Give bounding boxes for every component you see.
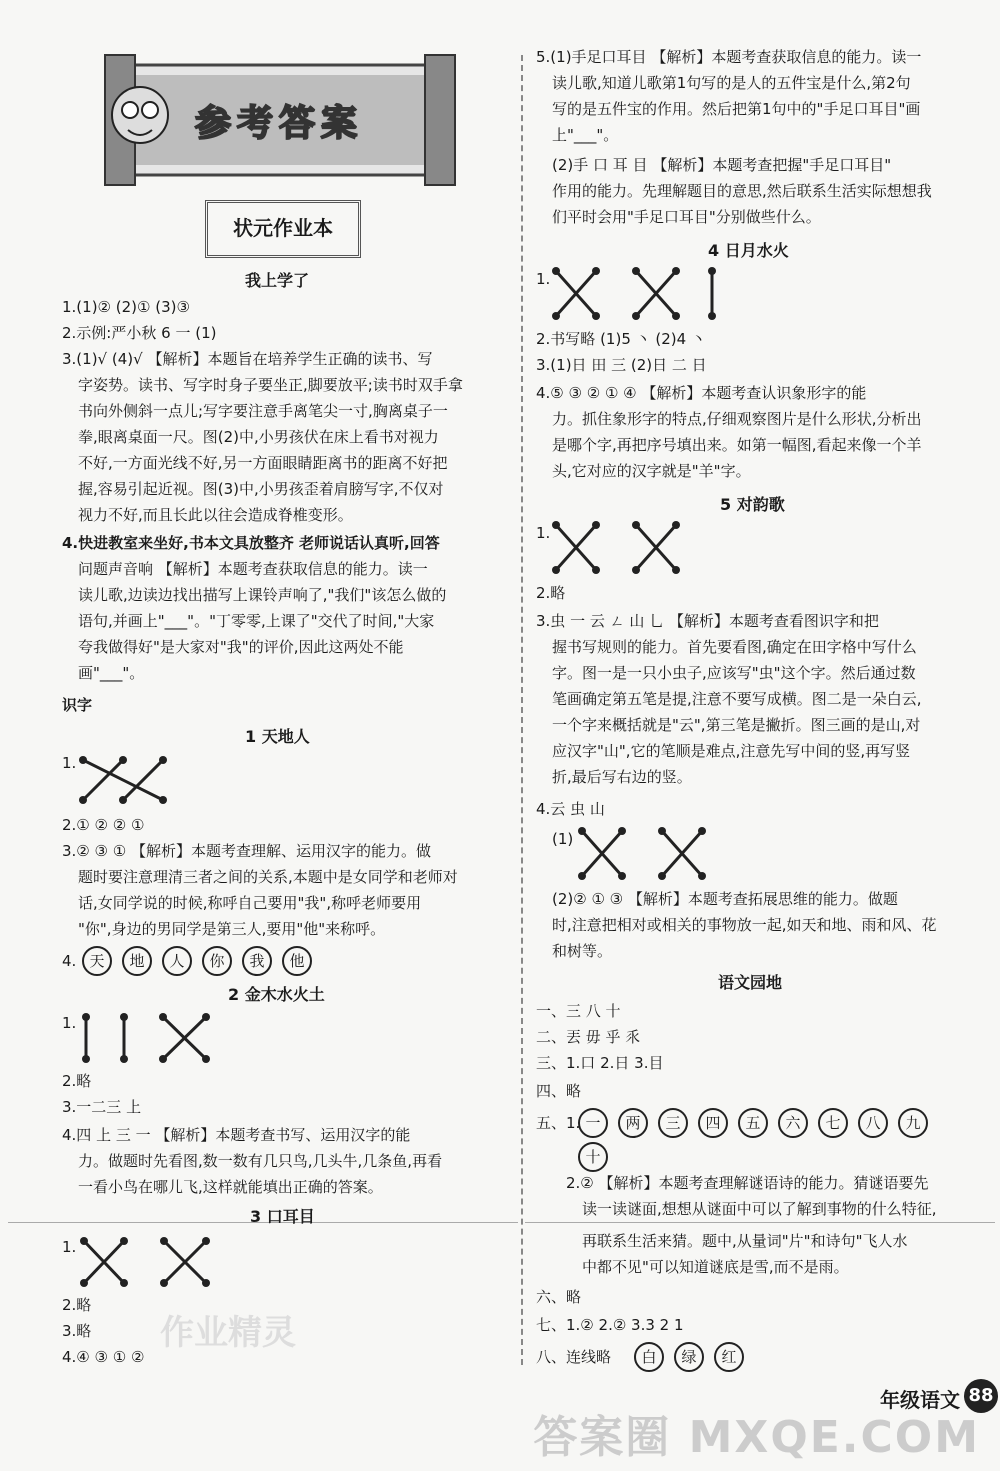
answer-line: 3.(1)√ (4)√ 【解析】本题旨在培养学生正确的读书、写 [62,350,433,368]
answer-line: 字。图一是一只小虫子,应该写"虫"这个字。然后通过数 [552,664,916,682]
answer-line: 题时要注意理清三者之间的关系,本题中是女同学和老师对 [78,868,458,886]
answer-line: 3.略 [62,1322,92,1340]
answer-line: 六、略 [536,1288,582,1306]
answer-line: 上"___"。 [552,126,619,144]
lesson-title: 4 日月水火 [708,241,789,260]
answer-line: 书向外侧斜一点儿;写字要注意手离笔尖一寸,胸离桌子一 [78,402,448,420]
answer-line: 2.② 【解析】本题考查理解谜语诗的能力。猜谜语要先 [566,1174,929,1192]
answer-line: 们平时会用"手足口耳目"分别做些什么。 [552,208,821,226]
answer-line: 一、三 八 十 [536,1002,621,1020]
matching-lines-diagram [550,520,690,576]
circled-char: 白 [634,1342,664,1372]
circled-char: 四 [698,1108,728,1138]
answer-line: 头,它对应的汉字就是"羊"字。 [552,462,751,480]
matching-lines-diagram [78,752,178,808]
column-divider [521,55,523,1365]
answer-line: 一个字来概括就是"云",第三笔是撇折。图三画的是山,对 [552,716,921,734]
answer-line: 3.(1)日 田 三 (2)日 二 日 [536,356,707,374]
answer-line: 夸我做得好"是大家对"我"的评价,因此这两处不能 [78,638,404,656]
circled-char: 一 [578,1108,608,1138]
circled-char: 地 [122,946,152,976]
answer-line: 2.书写略 (1)5 丶 (2)4 丶 [536,330,706,348]
circled-char: 八 [858,1108,888,1138]
answer-line: 语句,并画上"___"。"丁零零,上课了"交代了时间,"大家 [78,612,435,630]
answer-line: 1. [536,270,551,288]
circled-char: 三 [658,1108,688,1138]
answer-line: 读一读谜面,想想从谜面中可以了解到事物的什么特征, [582,1200,937,1218]
answer-line: 时,注意把相对或相关的事物放一起,如天和地、雨和风、花 [552,916,937,934]
answer-line: 是哪个字,再把序号填出来。如第一幅图,看起来像一个羊 [552,436,922,454]
answer-line: 话,女同学说的时候,称呼自己要用"我",称呼老师要用 [78,894,422,912]
answer-line: 1. [62,1014,77,1032]
answer-line: 1. [62,754,77,772]
answer-line: 握,容易引起近视。图(3)中,小男孩歪着肩膀写字,不仅对 [78,480,444,498]
answer-line: 七、1.② 2.② 3.3 2 1 [536,1316,684,1334]
answer-line: 2.略 [62,1072,92,1090]
answer-line: 2.① ② ② ① [62,816,145,834]
answer-line: 4. [62,952,77,970]
answer-line: 力。抓住象形字的特点,仔细观察图片是什么形状,分析出 [552,410,922,428]
answer-line: 读儿歌,边读边找出描写上课铃声响了,"我们"该怎么做的 [78,586,447,604]
answer-line: 四、略 [536,1082,582,1100]
lesson-title: 语文园地 [718,973,783,992]
answer-line: 5.(1)手足口耳目 【解析】本题考查获取信息的能力。读一 [536,48,922,66]
answer-line: 笔画确定第五笔是提,注意不要写成横。图二是一朵白云, [552,690,922,708]
circled-char: 九 [898,1108,928,1138]
answer-line: (2)② ① ③ 【解析】本题考查拓展思维的能力。做题 [552,890,898,908]
answer-line: 力。做题时先看图,数一数有几只鸟,几头牛,几条鱼,再看 [78,1152,443,1170]
answer-line: 4.⑤ ③ ② ① ④ 【解析】本题考查认识象形字的能 [536,384,867,402]
lesson-title: 3 口耳目 [250,1207,315,1226]
answer-line: 2.示例:严小秋 6 一 (1) [62,324,217,342]
unit-label: 识字 [62,696,93,714]
answer-line: 作用的能力。先理解题目的意思,然后联系生活实际想想我 [552,182,932,200]
answer-line: 2.略 [62,1296,92,1314]
answer-line: 字姿势。读书、写字时身子要坐正,脚要放平;读书时双手拿 [78,376,463,394]
lesson-title: 5 对韵歌 [720,495,785,514]
circled-char: 他 [282,946,312,976]
answer-line: 不好,一方面光线不好,另一方面眼睛距离书的距离不好把 [78,454,448,472]
answer-line: 3.虫 一 云 ㄥ 山 乚 【解析】本题考查看图识字和把 [536,612,879,630]
circled-char: 你 [202,946,232,976]
circled-char: 两 [618,1108,648,1138]
watermark-text: 答案圈 MXQE.COM [533,1412,980,1463]
answer-line: 再联系生活来猜。题中,从量词"片"和诗句"飞人水 [582,1232,908,1250]
matching-lines-diagram [550,266,730,322]
page-number: 88 [964,1379,998,1413]
circled-answer-row [634,1342,754,1372]
answer-line: 五、1. [536,1114,581,1132]
lesson-title: 2 金木水火土 [228,985,325,1004]
section-label: 状元作业本 [205,200,361,258]
answer-line: 一看小鸟在哪儿飞,这样就能填出正确的答案。 [78,1178,383,1196]
answer-line: 三、1.口 2.日 3.目 [536,1054,664,1072]
circled-answer-row [82,946,322,976]
circled-answer-row [578,1142,618,1172]
answer-line: 读儿歌,知道儿歌第1句写的是人的五件宝是什么,第2句 [552,74,911,92]
section-divider [525,1222,995,1223]
matching-lines-diagram [78,1236,218,1288]
answer-line: 折,最后写右边的竖。 [552,768,692,786]
lesson-title: 1 天地人 [245,727,310,746]
circled-char: 十 [578,1142,608,1172]
circled-answer-row [578,1108,938,1138]
answer-line: 视力不好,而且长此以往会造成脊椎变形。 [78,506,353,524]
answer-line: 1. [62,1238,77,1256]
answer-line: 2.略 [536,584,566,602]
lesson-title: 我上学了 [245,271,310,290]
answer-line: 4.四 上 三 一 【解析】本题考查书写、运用汉字的能 [62,1126,411,1144]
answer-line: 1. [536,524,551,542]
matching-lines-diagram [576,826,726,882]
answer-line: "你",身边的男同学是第三人,要用"他"来称呼。 [78,920,386,938]
circled-char: 七 [818,1108,848,1138]
circled-char: 六 [778,1108,808,1138]
answer-line: 拳,眼离桌面一尺。图(2)中,小男孩伏在床上看书对视力 [78,428,439,446]
answer-line: 3.一二三 上 [62,1098,142,1116]
answer-line: 和树等。 [552,942,613,960]
circled-char: 绿 [674,1342,704,1372]
answer-line: 画"___"。 [78,664,145,682]
answer-line: 二、丟 毋 乎 乑 [536,1028,641,1046]
circled-char: 人 [162,946,192,976]
answer-line: 1.(1)② (2)① (3)③ [62,298,190,316]
banner-title: 参考答案 [195,103,364,144]
footer-title: 年级语文 [880,1388,960,1412]
answer-line: (1) [552,830,574,848]
answer-line: 中都不见"可以知道谜底是雪,而不是雨。 [582,1258,849,1276]
answer-line: 3.② ③ ① 【解析】本题考查理解、运用汉字的能力。做 [62,842,431,860]
answer-line: 八、连线略 [536,1348,612,1366]
circled-char: 五 [738,1108,768,1138]
matching-lines-diagram [78,1012,218,1064]
answer-line: 4.云 虫 山 [536,800,605,818]
circled-char: 红 [714,1342,744,1372]
watermark-text: 作业精灵 [160,1313,296,1353]
answer-line: 写的是五件宝的作用。然后把第1句中的"手足口耳目"画 [552,100,921,118]
answer-line: 4.快进教室来坐好,书本文具放整齐 老师说话认真听,回答 [62,534,440,552]
circled-char: 天 [82,946,112,976]
answer-line: 应汉字"山",它的笔顺是难点,注意先写中间的竖,再写竖 [552,742,911,760]
answer-line: 4.④ ③ ① ② [62,1348,145,1366]
answer-line: (2)手 口 耳 目 【解析】本题考查把握"手足口耳目" [552,156,892,174]
answer-line: 问题声音响 【解析】本题考查获取信息的能力。读一 [78,560,428,578]
circled-char: 我 [242,946,272,976]
answer-line: 握书写规则的能力。首先要看图,确定在田字格中写什么 [552,638,917,656]
